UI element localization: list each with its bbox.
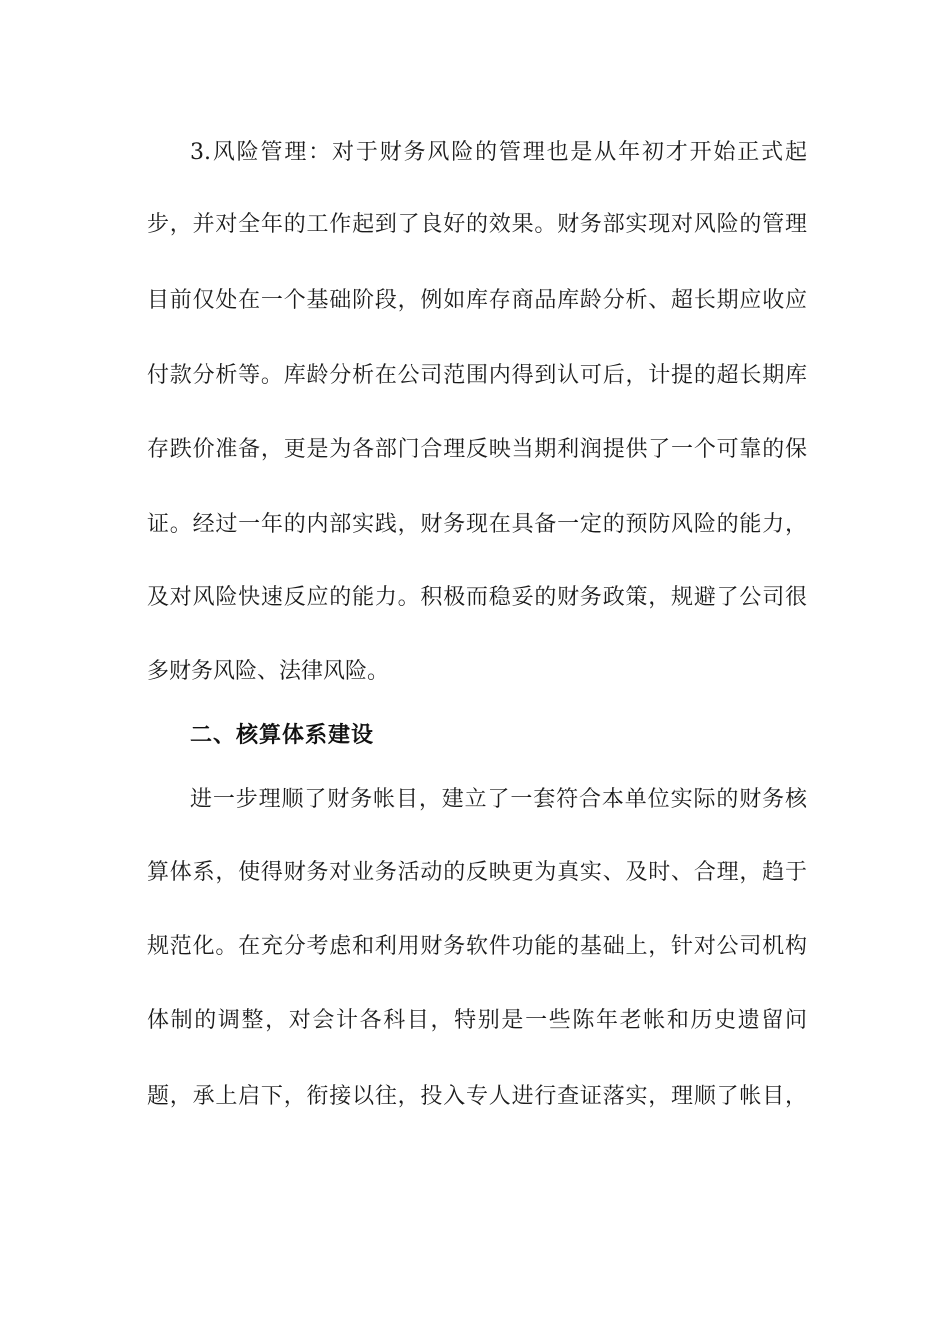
paragraph-line: 3.风险管理：对于财务风险的管理也是从年初才开始正式起 xyxy=(190,140,807,165)
paragraph-line: 及对风险快速反应的能力。积极而稳妥的财务政策，规避了公司很 xyxy=(147,585,807,610)
paragraph-line: 证。经过一年的内部实践，财务现在具备一定的预防风险的能力， xyxy=(147,512,807,537)
paragraph-line: 目前仅处在一个基础阶段，例如库存商品库龄分析、超长期应收应 xyxy=(147,288,807,313)
paragraph-line: 体制的调整，对会计各科目，特别是一些陈年老帐和历史遗留问 xyxy=(147,1008,807,1033)
paragraph-line: 算体系，使得财务对业务活动的反映更为真实、及时、合理，趋于 xyxy=(147,860,807,885)
paragraph-line: 步，并对全年的工作起到了良好的效果。财务部实现对风险的管理 xyxy=(147,212,807,237)
paragraph-line: 题，承上启下，衔接以往，投入专人进行查证落实，理顺了帐目， xyxy=(147,1084,807,1109)
paragraph-line: 多财务风险、法律风险。 xyxy=(147,659,390,684)
section-heading: 二、核算体系建设 xyxy=(190,723,375,748)
paragraph-line: 存跌价准备，更是为各部门合理反映当期利润提供了一个可靠的保 xyxy=(147,437,807,462)
paragraph-line: 付款分析等。库龄分析在公司范围内得到认可后，计提的超长期库 xyxy=(147,363,807,388)
paragraph-line: 进一步理顺了财务帐目，建立了一套符合本单位实际的财务核 xyxy=(190,787,807,812)
paragraph-line: 规范化。在充分考虑和利用财务软件功能的基础上，针对公司机构 xyxy=(147,934,807,959)
